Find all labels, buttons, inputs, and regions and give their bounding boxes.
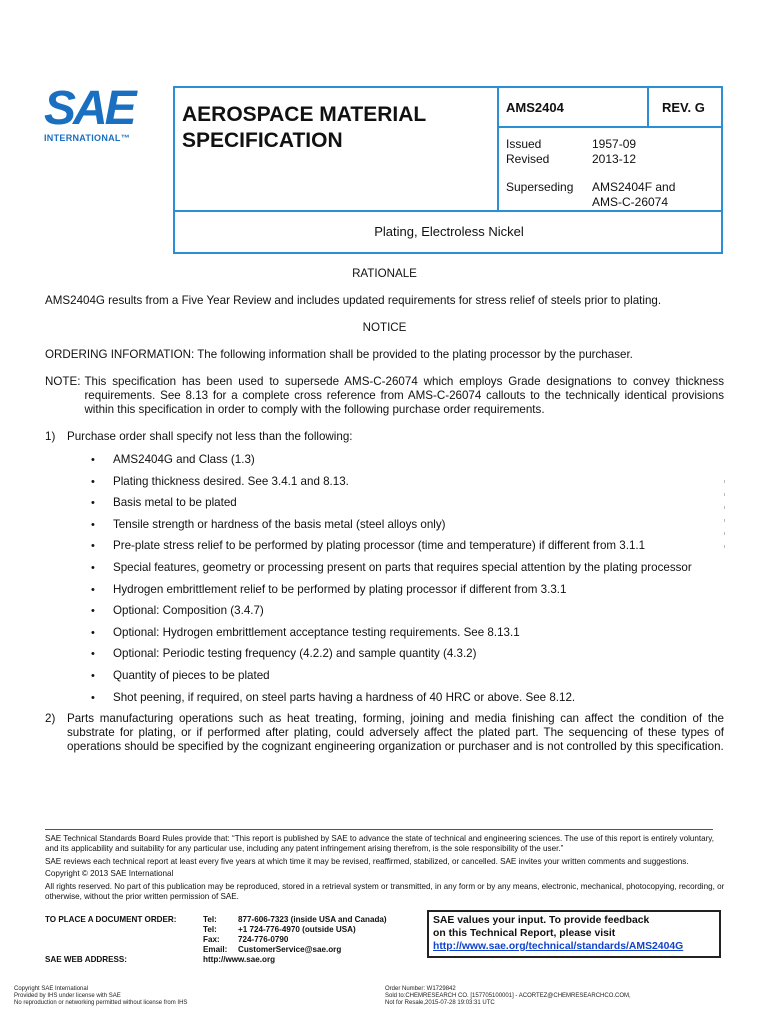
footer-rules-text: SAE Technical Standards Board Rules provide that: “This report is published by SAE to advance the state of technical and engineering sciences. The use of this report is entirely voluntary, and its applicability and suitability for any particular use, including any patent infringement arising therefrom, is the sole responsibility of the user.” bbox=[45, 834, 715, 854]
purchase-order-requirements bbox=[91, 453, 724, 705]
web-address-row bbox=[45, 955, 276, 964]
note-label: NOTE: bbox=[45, 375, 81, 388]
bullet-icon: • bbox=[91, 454, 95, 466]
bullet-item: • Optional: Hydrogen embrittlement acceptance testing requirements. See 8.13.1 bbox=[91, 625, 520, 639]
web-label: SAE WEB ADDRESS: bbox=[45, 955, 127, 964]
order-label: TO PLACE A DOCUMENT ORDER: bbox=[45, 915, 177, 924]
bullet-icon: • bbox=[91, 605, 95, 618]
revised-value: 2013-12 bbox=[592, 152, 637, 166]
bullet-item: • Pre-plate stress relief to be performed by plating processor (time and temperature) if different from 3.1.1 bbox=[91, 539, 646, 553]
footer-divider bbox=[45, 829, 713, 830]
feedback-link[interactable]: http://www.sae.org/technical/standards/AMS2404G bbox=[433, 941, 684, 952]
superseding-value-1: AMS2404F and bbox=[592, 180, 676, 194]
sold-to-line: Sold to:CHEMRESEARCH CO. [157705100001] - ACORTEZ@CHEMRESEARCHCO.COM, bbox=[385, 993, 631, 999]
bullet-icon: • bbox=[91, 475, 95, 488]
side-margin-marks bbox=[724, 480, 726, 560]
superseding-value-2: AMS-C-26074 bbox=[592, 195, 669, 209]
list-item-1 bbox=[45, 430, 724, 444]
footer-copyright: Copyright © 2013 SAE International bbox=[45, 869, 174, 879]
doc-number: AMS2404 bbox=[506, 100, 564, 115]
feedback-line-1: SAE values your input. To provide feedback bbox=[433, 915, 650, 926]
sae-logo-subtitle: INTERNATIONAL™ bbox=[44, 133, 131, 143]
email-label: Email: bbox=[203, 945, 228, 954]
license-notice-right bbox=[385, 986, 631, 1007]
bullet-item: • AMS2404G and Class (1.3) bbox=[91, 453, 255, 466]
notice-heading: NOTICE bbox=[362, 321, 407, 334]
bullet-icon: • bbox=[91, 691, 95, 704]
spec-header-box bbox=[173, 86, 723, 254]
feedback-box bbox=[427, 910, 721, 958]
list-item-text: Parts manufacturing operations such as heat treating, forming, joining and media finishing can affect the condition of the substrate for plating, or if performed after plating, could adversely affect the plated part. The sequencing of these types of operations should be specified by the cognizant engineering organization or purchaser and is not controlled by this specification. bbox=[67, 712, 724, 754]
sae-logo-mark: SAE bbox=[44, 82, 134, 135]
footer-review-text: SAE reviews each technical report at least every five years at which time it may be revised, reaffirmed, stabilized, or cancelled. SAE invites your written comments and suggestions. bbox=[45, 856, 689, 866]
resale-line: Not for Resale,2015-07-28 19:03:31 UTC bbox=[385, 1000, 495, 1006]
order-number-line: Order Number: W1729842 bbox=[385, 986, 456, 992]
email-value[interactable]: CustomerService@sae.org bbox=[238, 945, 342, 954]
bullet-item: • Shot peening, if required, on steel parts having a hardness of 40 HRC or above. See 8.12. bbox=[91, 690, 576, 704]
license-notice-left bbox=[14, 986, 187, 1007]
tel2-value: +1 724-776-4970 (outside USA) bbox=[238, 925, 356, 934]
issue-metadata bbox=[506, 137, 675, 210]
bullet-item: • Hydrogen embrittlement relief to be performed by plating processor if different from 3.3.1 bbox=[91, 582, 567, 596]
bullet-icon: • bbox=[91, 648, 95, 661]
bullet-item: • Quantity of pieces to be plated bbox=[91, 668, 270, 682]
issued-label: Issued bbox=[506, 137, 542, 151]
tel2-label: Tel: bbox=[203, 925, 217, 934]
list-item-text: Purchase order shall specify not less than the following: bbox=[67, 430, 353, 443]
legal-line: Copyright SAE International bbox=[14, 986, 89, 992]
footer-rights-text: All rights reserved. No part of this publication may be reproduced, stored in a retrieval system or transmitted, in any form or by any means, electronic, mechanical, photocopying, recording, or otherwise, without the prior written permission of SAE. bbox=[45, 881, 725, 902]
bullet-icon: • bbox=[91, 669, 95, 682]
revision-label: REV. G bbox=[662, 100, 705, 115]
bullet-item: • Special features, geometry or processing present on parts that requires special attention by the plating processor bbox=[91, 560, 692, 574]
revised-label: Revised bbox=[506, 152, 550, 166]
tel-value: 877-606-7323 (inside USA and Canada) bbox=[238, 915, 387, 924]
list-item-number: 1) bbox=[45, 430, 56, 443]
spec-title: AEROSPACE MATERIAL SPECIFICATION bbox=[182, 103, 426, 152]
bullet-icon: • bbox=[91, 540, 95, 553]
bullet-item: • Tensile strength or hardness of the basis metal (steel alloys only) bbox=[91, 517, 446, 531]
bullet-icon: • bbox=[91, 497, 95, 510]
rationale-text: AMS2404G results from a Five Year Review and includes updated requirements for stress relief of steels prior to plating. bbox=[45, 294, 662, 307]
bullet-icon: • bbox=[91, 626, 95, 639]
note-paragraph bbox=[45, 375, 724, 417]
list-item-2 bbox=[45, 712, 724, 754]
fax-label: Fax: bbox=[203, 935, 220, 944]
bullet-icon: • bbox=[91, 583, 95, 596]
order-contact-block bbox=[45, 915, 438, 955]
bullet-icon: • bbox=[91, 518, 95, 531]
bullet-item: • Optional: Composition (3.4.7) bbox=[91, 604, 264, 618]
list-item-number: 2) bbox=[45, 712, 56, 726]
ordering-information: ORDERING INFORMATION: The following information shall be provided to the plating processor by the purchaser. bbox=[45, 348, 633, 361]
fax-value: 724-776-0790 bbox=[238, 935, 289, 944]
bullet-item: • Optional: Periodic testing frequency (4.2.2) and sample quantity (4.3.2) bbox=[91, 647, 477, 661]
footer-notices bbox=[45, 834, 725, 904]
legal-line: No reproduction or networking permitted without license from IHS bbox=[14, 1000, 188, 1006]
bullet-item: • Plating thickness desired. See 3.4.1 and 8.13. bbox=[91, 474, 349, 488]
spec-subject: Plating, Electroless Nickel bbox=[374, 224, 524, 239]
legal-line: Provided by IHS under license with SAE bbox=[14, 993, 121, 999]
tel-label: Tel: bbox=[203, 915, 217, 924]
sae-logo bbox=[44, 82, 148, 143]
note-text: This specification has been used to supersede AMS-C-26074 which employs Grade designations to convey thickness requirements. See 8.13 for a complete cross reference from AMS-C-26074 callouts to the technically identical provisions within this specification in order to comply with the following purchase order requirements. bbox=[84, 375, 724, 416]
web-address-link[interactable]: http://www.sae.org bbox=[203, 955, 276, 964]
superseding-label: Superseding bbox=[506, 180, 574, 194]
document-body bbox=[45, 267, 724, 754]
rationale-heading: RATIONALE bbox=[352, 267, 417, 280]
bullet-icon: • bbox=[91, 561, 95, 574]
issued-value: 1957-09 bbox=[592, 137, 637, 151]
bullet-item: • Basis metal to be plated bbox=[91, 496, 237, 510]
feedback-line-2: on this Technical Report, please visit bbox=[433, 928, 616, 939]
